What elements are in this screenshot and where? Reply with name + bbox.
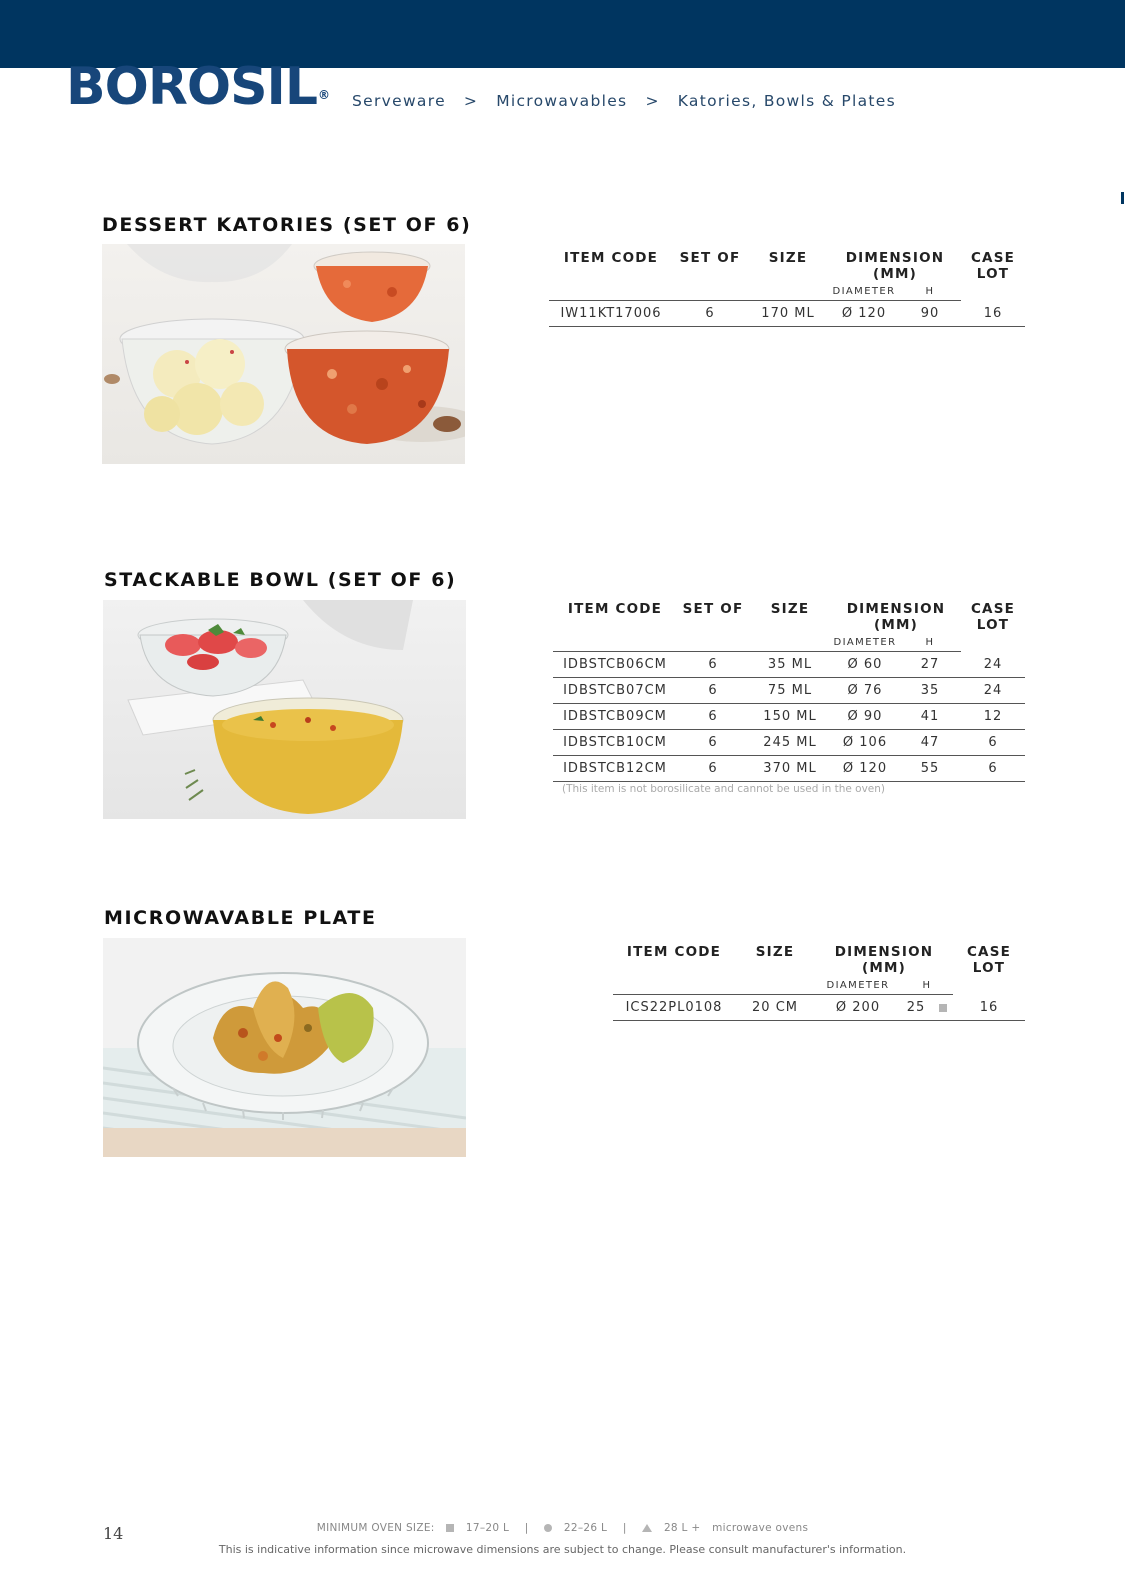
cell-size: 245 ML <box>749 730 831 756</box>
cell-diameter: Ø 200 <box>815 995 901 1021</box>
triangle-icon <box>642 1524 652 1532</box>
cell-size: 35 ML <box>749 652 831 678</box>
col-header-item-code: ITEM CODE <box>563 250 659 266</box>
cell-item-code: IDBSTCB07CM <box>553 678 677 704</box>
cell-item-code: IW11KT17006 <box>549 301 673 327</box>
section-title-stackable-bowl: STACKABLE BOWL (SET OF 6) <box>104 569 457 591</box>
legend-divider: | <box>524 1522 529 1534</box>
cell-height: 27 <box>899 652 961 678</box>
cell-case-lot: 16 <box>953 995 1025 1021</box>
cell-height: 47 <box>899 730 961 756</box>
col-header-case-lot: CASE LOT <box>970 250 1016 282</box>
legend-divider: | <box>622 1522 627 1534</box>
cell-set-of: 6 <box>673 301 747 327</box>
cell-item-code: IDBSTCB12CM <box>553 756 677 782</box>
cell-size: 75 ML <box>749 678 831 704</box>
cell-item-code: ICS22PL0108 <box>613 995 735 1021</box>
oven-warning-note: (This item is not borosilicate and cannot be used in the oven) <box>562 783 886 795</box>
table-row <box>553 652 1025 678</box>
oven-size-legend <box>0 1522 1125 1534</box>
breadcrumb-item-serveware[interactable]: Serveware <box>352 92 446 110</box>
cell-item-code: IDBSTCB06CM <box>553 652 677 678</box>
cell-diameter: Ø 60 <box>831 652 899 678</box>
cell-height: 35 <box>899 678 961 704</box>
cell-set-of: 6 <box>677 704 749 730</box>
cell-diameter: Ø 120 <box>829 301 899 327</box>
circle-icon <box>544 1524 552 1532</box>
legend-item-text: 28 L + <box>663 1522 701 1534</box>
col-header-dimension: DIMENSION (MM) <box>834 944 934 976</box>
table-row <box>613 995 1025 1021</box>
breadcrumb-separator: > <box>463 92 479 110</box>
cell-item-code: IDBSTCB09CM <box>553 704 677 730</box>
col-header-set-of: SET OF <box>679 250 741 266</box>
section-title-microwavable-plate: MICROWAVABLE PLATE <box>104 907 377 929</box>
table-row <box>549 301 1025 327</box>
legend-item-text: 22–26 L <box>563 1522 608 1534</box>
col-header-size: SIZE <box>755 944 795 960</box>
cell-set-of: 6 <box>677 652 749 678</box>
col-header-dimension: DIMENSION (MM) <box>846 601 946 633</box>
cell-size: 370 ML <box>749 756 831 782</box>
oven-size-square-icon <box>939 1004 947 1012</box>
col-header-item-code: ITEM CODE <box>626 944 722 960</box>
cell-set-of: 6 <box>677 678 749 704</box>
cell-diameter: Ø 76 <box>831 678 899 704</box>
breadcrumb <box>352 92 896 110</box>
table-row <box>553 704 1025 730</box>
legend-item-text: 17–20 L <box>465 1522 510 1534</box>
table-row <box>553 678 1025 704</box>
photo-microwavable-plate <box>103 938 466 1157</box>
col-header-item-code: ITEM CODE <box>567 601 663 617</box>
cell-height: 25 <box>901 995 953 1021</box>
cell-case-lot: 12 <box>961 704 1025 730</box>
cell-size: 150 ML <box>749 704 831 730</box>
cell-case-lot: 6 <box>961 756 1025 782</box>
subheader-h: H <box>899 282 961 301</box>
spec-table-stackable-bowl <box>553 601 1025 782</box>
col-header-case-lot: CASE LOT <box>970 601 1016 633</box>
subheader-diameter: DIAMETER <box>815 976 901 995</box>
spec-table-dessert-katories <box>549 250 1025 327</box>
subheader-h: H <box>901 976 953 995</box>
breadcrumb-item-current: Katories, Bowls & Plates <box>677 92 896 110</box>
breadcrumb-item-microwavables[interactable]: Microwavables <box>496 92 628 110</box>
legend-suffix: microwave ovens <box>712 1522 809 1534</box>
photo-dessert-katories <box>102 244 465 464</box>
photo-stackable-bowl <box>103 600 466 819</box>
cell-height: 41 <box>899 704 961 730</box>
square-icon <box>446 1524 454 1532</box>
cell-case-lot: 24 <box>961 652 1025 678</box>
col-header-set-of: SET OF <box>682 601 744 617</box>
cell-height: 55 <box>899 756 961 782</box>
page-edge-mark <box>1121 192 1124 204</box>
cell-case-lot: 6 <box>961 730 1025 756</box>
page-number: 14 <box>103 1524 124 1543</box>
table-row <box>553 756 1025 782</box>
subheader-diameter: DIAMETER <box>829 282 899 301</box>
cell-set-of: 6 <box>677 730 749 756</box>
legend-label: MINIMUM OVEN SIZE: <box>316 1522 435 1534</box>
cell-diameter: Ø 120 <box>831 756 899 782</box>
breadcrumb-separator: > <box>645 92 660 110</box>
table-row <box>553 730 1025 756</box>
spec-table-microwavable-plate <box>613 944 1025 1021</box>
brand-logo: BOROSIL® <box>66 57 330 117</box>
disclaimer: This is indicative information since microwave dimensions are subject to change. Please consult manufacturer's information. <box>218 1543 907 1556</box>
subheader-h: H <box>899 633 961 652</box>
cell-size: 170 ML <box>747 301 829 327</box>
cell-item-code: IDBSTCB10CM <box>553 730 677 756</box>
section-title-dessert-katories: DESSERT KATORIES (SET OF 6) <box>102 214 472 236</box>
cell-size: 20 CM <box>735 995 815 1021</box>
cell-case-lot: 24 <box>961 678 1025 704</box>
cell-case-lot: 16 <box>961 301 1025 327</box>
col-header-case-lot: CASE LOT <box>966 944 1012 976</box>
col-header-size: SIZE <box>768 250 808 266</box>
col-header-dimension: DIMENSION (MM) <box>845 250 945 282</box>
cell-diameter: Ø 106 <box>831 730 899 756</box>
cell-height: 90 <box>899 301 961 327</box>
col-header-size: SIZE <box>770 601 810 617</box>
subheader-diameter: DIAMETER <box>831 633 899 652</box>
cell-set-of: 6 <box>677 756 749 782</box>
cell-diameter: Ø 90 <box>831 704 899 730</box>
